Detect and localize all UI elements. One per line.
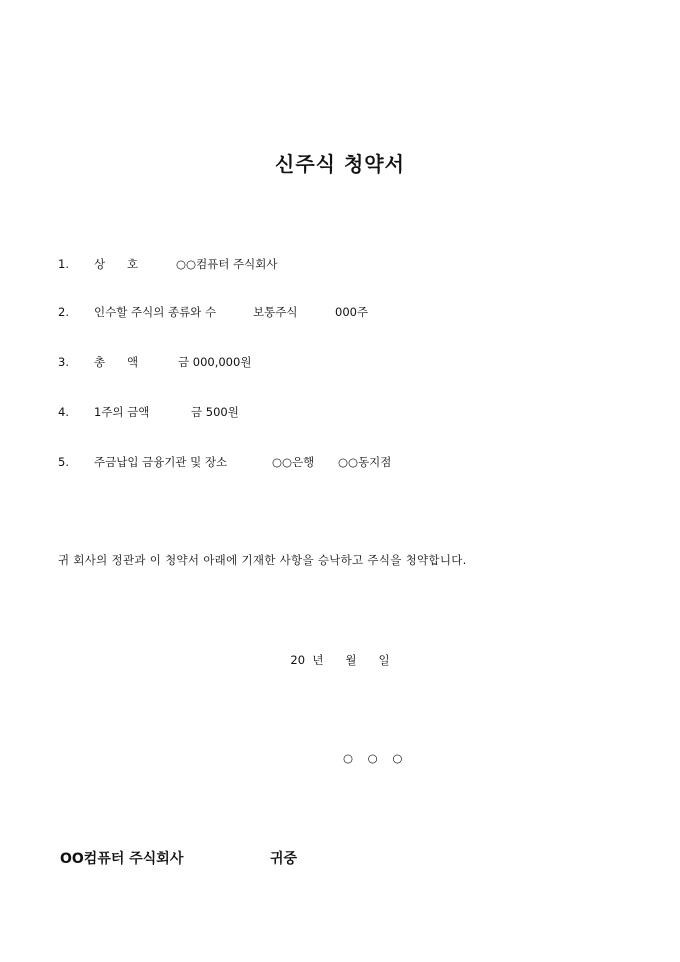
item-value: 금 500원 (191, 405, 239, 419)
item-value: 보통주식 (253, 305, 298, 319)
item-number: 5. (58, 455, 69, 469)
date-line: 20 년 월 일 (290, 653, 390, 667)
item-label: 상 호 (94, 257, 139, 271)
item-value-secondary: ○○동지점 (338, 455, 392, 469)
item-label: 인수할 주식의 종류와 수 (94, 305, 217, 319)
item-value-secondary: 000주 (335, 305, 369, 319)
addressee-honorific: 귀중 (270, 851, 298, 867)
item-label: 주금납입 금융기관 및 장소 (94, 455, 228, 469)
document-title: 신주식 청약서 (275, 152, 405, 176)
signer-name: ○ ○ ○ (343, 751, 403, 765)
addressee-company: OO컴퓨터 주식회사 (60, 851, 184, 867)
item-value: ○○컴퓨터 주식회사 (176, 257, 278, 271)
item-number: 2. (58, 305, 69, 319)
item-label: 총 액 (94, 355, 139, 369)
item-number: 3. (58, 355, 69, 369)
item-value: 금 000,000원 (178, 355, 252, 369)
item-value: ○○은행 (272, 455, 315, 469)
item-number: 4. (58, 405, 69, 419)
item-number: 1. (58, 257, 69, 271)
item-label: 1주의 금액 (94, 405, 150, 419)
subscription-statement: 귀 회사의 정관과 이 청약서 아래에 기재한 사항을 승낙하고 주식을 청약합니다. (58, 553, 467, 567)
